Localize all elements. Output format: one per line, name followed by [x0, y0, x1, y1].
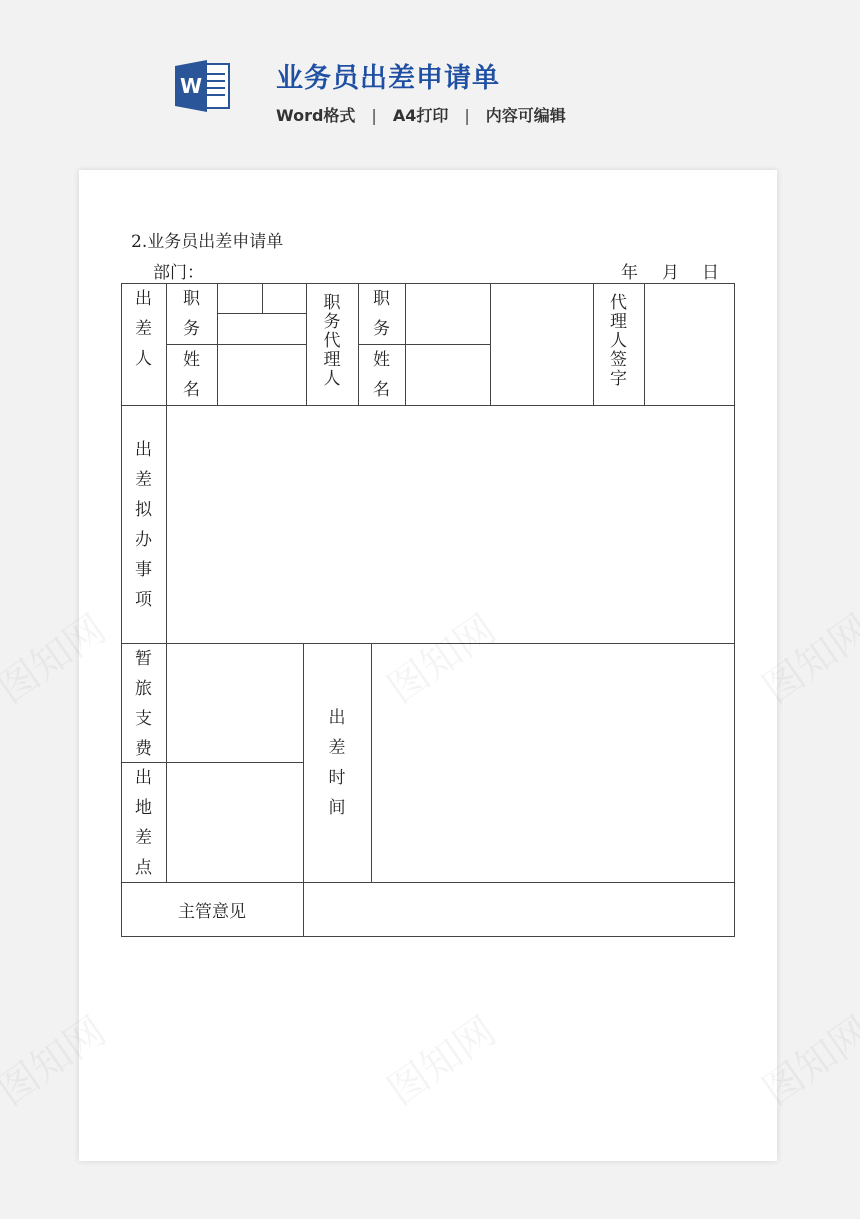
grid-line — [121, 643, 735, 644]
document-page — [79, 170, 777, 1161]
date-year-label: 年 — [621, 263, 638, 283]
acting-person-label: 职 务 代 理 人 — [323, 293, 341, 389]
manager-opinion-label: 主管意见 — [178, 901, 246, 922]
table-border-right — [734, 283, 735, 937]
traveler-label: 出 差 人 — [135, 289, 152, 369]
travel-expense-label: 暂 旅 支 费 — [135, 649, 152, 759]
tag-separator: | — [464, 106, 470, 125]
grid-line — [121, 405, 735, 406]
grid-line — [262, 283, 263, 314]
word-icon-letter: W — [179, 74, 203, 98]
word-icon — [175, 60, 231, 112]
travel-time-label: 出 差 时 间 — [328, 708, 346, 818]
tag-word-format: Word格式 — [276, 106, 356, 125]
grid-line — [371, 643, 372, 883]
grid-line — [644, 283, 645, 405]
table-border-bottom — [121, 936, 735, 937]
grid-line — [490, 283, 491, 405]
tag-a4-print: A4打印 — [392, 106, 449, 125]
tag-separator: | — [371, 106, 377, 125]
position-label: 职 务 — [183, 289, 200, 339]
planned-matters-label: 出 差 拟 办 事 项 — [135, 440, 152, 610]
travel-location-label: 出 地 差 点 — [135, 768, 152, 878]
department-label: 部门： — [153, 263, 204, 283]
name-label: 姓 名 — [183, 350, 200, 400]
format-tags — [276, 103, 566, 126]
form-title: 2.业务员出差申请单 — [131, 232, 284, 252]
acting-position-label: 职 务 — [373, 289, 390, 339]
acting-name-label: 姓 名 — [373, 350, 390, 400]
grid-line — [405, 283, 406, 405]
grid-line — [217, 283, 218, 405]
date-month-label: 月 — [662, 263, 679, 283]
acting-signature-label: 代 理 人 签 字 — [610, 293, 627, 389]
tag-editable: 内容可编辑 — [485, 106, 566, 125]
date-day-label: 日 — [702, 263, 719, 283]
page-title: 业务员出差申请单 — [276, 63, 500, 94]
